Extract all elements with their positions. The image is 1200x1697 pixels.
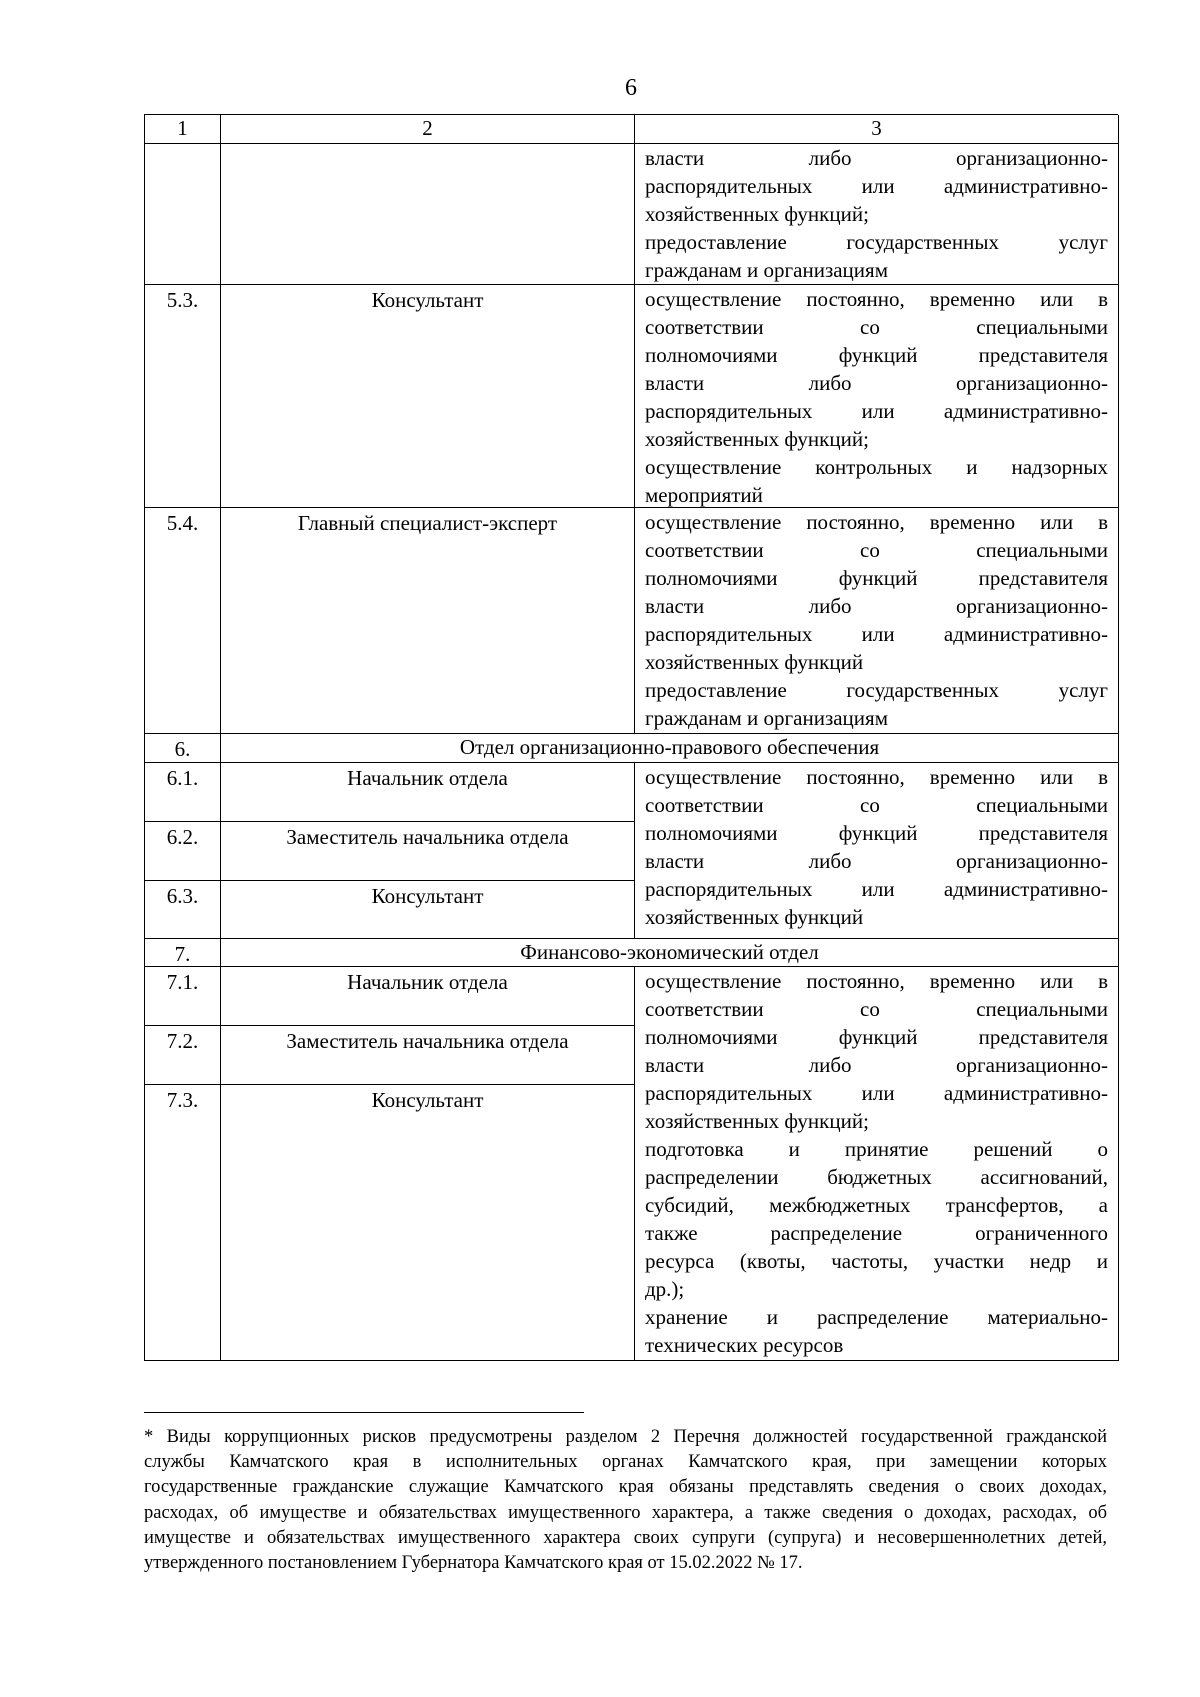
position-name: Консультант	[221, 1085, 635, 1361]
description-line: распорядительных или административно-	[645, 877, 1108, 901]
row-number: 7.2.	[145, 1026, 221, 1085]
description-line: хозяйственных функций;	[645, 202, 869, 226]
description-line: осуществление постоянно, временно или в	[645, 287, 1108, 311]
description-line: подготовка и принятие решений о	[645, 1137, 1108, 1161]
position-name: Заместитель начальника отдела	[221, 1026, 635, 1085]
table-cell-empty	[145, 144, 221, 285]
description-line: соответствии со специальными	[645, 997, 1108, 1021]
description-line: распорядительных или административно-	[645, 174, 1108, 198]
row-number: 6.2.	[145, 822, 221, 881]
description-line: мероприятий	[645, 483, 763, 507]
description-line: ресурса (квоты, частоты, участки недр и	[645, 1249, 1108, 1273]
description-line: распорядительных или административно-	[645, 1081, 1108, 1105]
description-line: технических ресурсов	[645, 1333, 844, 1357]
description-line: распределении бюджетных ассигнований,	[645, 1165, 1108, 1189]
section-title: Финансово-экономический отдел	[221, 939, 1119, 967]
footnote-line: службы Камчатского края в исполнительных органах Камчатского края, при замещении которых	[144, 1452, 1107, 1473]
description-line: власти либо организационно-	[645, 594, 1108, 618]
footnote-line: * Виды коррупционных рисков предусмотрены разделом 2 Перечня должностей государственной гражданской	[144, 1427, 1107, 1447]
description-line: осуществление постоянно, временно или в	[645, 969, 1108, 993]
description-line: предоставление государственных услуг	[645, 230, 1108, 254]
position-name: Консультант	[221, 881, 635, 939]
row-number: 7.1.	[145, 967, 221, 1026]
footnote-line: утвержденного постановлением Губернатора Камчатского края от 15.02.2022 № 17.	[144, 1553, 803, 1574]
footnote	[144, 1425, 1107, 1576]
description-line: гражданам и организациям	[645, 706, 888, 730]
description-line: власти либо организационно-	[645, 146, 1108, 170]
description-line: осуществление постоянно, временно или в	[645, 510, 1108, 534]
description-line: власти либо организационно-	[645, 371, 1108, 395]
position-name: Начальник отдела	[221, 763, 635, 822]
description-line: субсидий, межбюджетных трансфертов, а	[645, 1193, 1108, 1217]
description-line: хозяйственных функций;	[645, 1109, 869, 1133]
description-line: осуществление контрольных и надзорных	[645, 455, 1108, 479]
row-number: 5.4.	[145, 508, 221, 734]
description-line: полномочиями функций представителя	[645, 821, 1108, 845]
description-line: полномочиями функций представителя	[645, 343, 1108, 367]
description-line: др.);	[645, 1277, 685, 1301]
description-line: хозяйственных функций;	[645, 427, 869, 451]
risk-description	[635, 508, 1119, 734]
risk-description	[635, 144, 1119, 285]
description-line: хозяйственных функций	[645, 905, 864, 929]
section-title: Отдел организационно-правового обеспечения	[221, 734, 1119, 763]
row-number: 6.3.	[145, 881, 221, 939]
description-line: власти либо организационно-	[645, 1053, 1108, 1077]
description-line: соответствии со специальными	[645, 538, 1108, 562]
table-cell-empty	[221, 144, 635, 285]
positions-table	[144, 114, 1118, 1361]
section-number: 7.	[145, 939, 221, 967]
row-number: 5.3.	[145, 285, 221, 508]
description-line: распорядительных или административно-	[645, 399, 1108, 423]
footnote-line: имуществе и обязательствах имущественного характера своих супруги (супруга) и несовершеннолетних детей,	[144, 1527, 1107, 1548]
description-line: хранение и распределение материально-	[645, 1305, 1108, 1329]
risk-description	[635, 967, 1119, 1361]
description-line: распорядительных или административно-	[645, 622, 1108, 646]
page-number: 6	[625, 75, 637, 101]
risk-description	[635, 763, 1119, 939]
description-line: власти либо организационно-	[645, 849, 1108, 873]
description-line: также распределение ограниченного	[645, 1221, 1108, 1245]
column-header-1: 1	[145, 115, 221, 144]
section-number: 6.	[145, 734, 221, 763]
description-line: полномочиями функций представителя	[645, 1025, 1108, 1049]
description-line: соответствии со специальными	[645, 315, 1108, 339]
description-line: соответствии со специальными	[645, 793, 1108, 817]
position-name: Заместитель начальника отдела	[221, 822, 635, 881]
description-line: предоставление государственных услуг	[645, 678, 1108, 702]
position-name: Консультант	[221, 285, 635, 508]
row-number: 7.3.	[145, 1085, 221, 1361]
risk-description	[635, 285, 1119, 508]
column-header-3: 3	[635, 115, 1119, 144]
footnote-divider	[144, 1412, 584, 1413]
description-line: гражданам и организациям	[645, 258, 888, 282]
position-name: Начальник отдела	[221, 967, 635, 1026]
description-line: осуществление постоянно, временно или в	[645, 765, 1108, 789]
column-header-2: 2	[221, 115, 635, 144]
footnote-line: государственные гражданские служащие Камчатского края обязаны представлять сведения о своих доходах,	[144, 1477, 1107, 1498]
position-name: Главный специалист-эксперт	[221, 508, 635, 734]
description-line: хозяйственных функций	[645, 650, 864, 674]
row-number: 6.1.	[145, 763, 221, 822]
description-line: полномочиями функций представителя	[645, 566, 1108, 590]
footnote-line: расходах, об имуществе и обязательствах имущественного характера, а также сведения о доходах, расходах, об	[144, 1502, 1107, 1523]
